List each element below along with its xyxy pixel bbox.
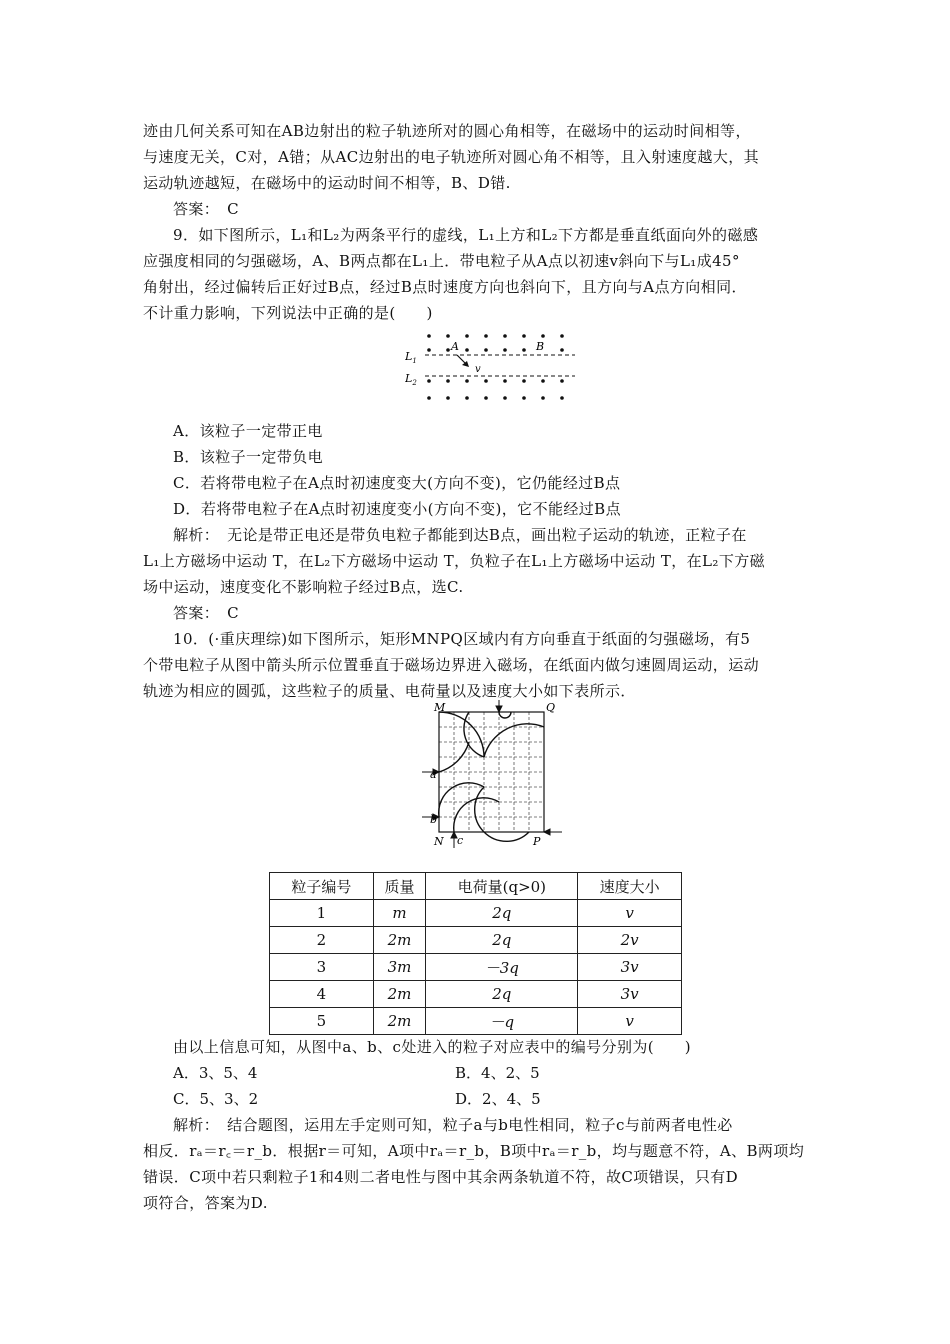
q9-stem-line-1: 9．如下图所示，L₁和L₂为两条平行的虚线，L₁上方和L₂下方都是垂直纸面向外的磁感 xyxy=(173,226,759,244)
q10-figure xyxy=(410,700,580,850)
q10-option-d: D．2、4、5 xyxy=(455,1090,541,1108)
table-row xyxy=(270,927,682,954)
table-header: 速度大小 xyxy=(578,873,682,900)
q9-option-c: C．若将带电粒子在A点时初速度变大(方向不变)，它仍能经过B点 xyxy=(173,474,621,492)
q9-stem-line-2: 应强度相同的匀强磁场，A、B两点都在L₁上．带电粒子从A点以初速v斜向下与L₁成45° xyxy=(143,252,740,270)
table-cell: m xyxy=(373,900,426,927)
table-row xyxy=(270,981,682,1008)
label-a: a xyxy=(430,768,437,781)
q9-analysis-line-2: L₁上方磁场中运动 T，在L₂下方磁场中运动 T，负粒子在L₁上方磁场中运动 T，在L₂下方磁 xyxy=(143,552,766,570)
q10-option-c: C．5、3、2 xyxy=(173,1090,259,1108)
q10-option-b: B．4、2、5 xyxy=(455,1064,540,1082)
prev-analysis-line-3: 运动轨迹越短，在磁场中的运动时间不相等，B、D错. xyxy=(143,174,511,192)
table-cell: －3q xyxy=(426,954,578,981)
q10-analysis-line-2: 相反．rₐ＝r꜀＝r_b．根据r＝可知，A项中rₐ＝r_b，B项中rₐ＝r_b，均与题意不符，A、B两项均 xyxy=(143,1142,805,1160)
table-header: 质量 xyxy=(373,873,426,900)
q9-option-b: B．该粒子一定带负电 xyxy=(173,448,324,466)
q10-stem-line-2: 个带电粒子从图中箭头所示位置垂直于磁场边界进入磁场，在纸面内做匀速圆周运动，运动 xyxy=(143,656,760,674)
table-row xyxy=(270,954,682,981)
table-cell: 2m xyxy=(373,981,426,1008)
table-cell: 3v xyxy=(578,954,682,981)
label-v: v xyxy=(475,364,481,375)
prev-answer: 答案： C xyxy=(173,200,239,218)
table-cell: 2v xyxy=(578,927,682,954)
prev-analysis-line-1: 迹由几何关系可知在AB边射出的粒子轨迹所对的圆心角相等，在磁场中的运动时间相等， xyxy=(143,122,751,140)
q10-analysis-line-1: 解析： 结合题图，运用左手定则可知，粒子a与b电性相同，粒子c与前两者电性必 xyxy=(173,1116,733,1134)
table-cell: 2q xyxy=(426,927,578,954)
q10-question: 由以上信息可知，从图中a、b、c处进入的粒子对应表中的编号分别为( ) xyxy=(173,1038,692,1056)
q10-analysis-line-4: 项符合，答案为D. xyxy=(143,1194,268,1212)
entry-arrows-icon xyxy=(422,700,562,848)
table-cell: 3m xyxy=(373,954,426,981)
q10-analysis-line-3: 错误．C项中若只剩粒子1和4则二者电性与图中其余两条轨道不符，故C项错误，只有D xyxy=(143,1168,739,1186)
table-header-row xyxy=(270,873,682,900)
table-row xyxy=(270,900,682,927)
label-L1: $L_1$ xyxy=(405,350,417,365)
particle-table xyxy=(269,872,682,1035)
table-cell: 2 xyxy=(270,927,374,954)
q9-stem-line-4: 不计重力影响，下列说法中正确的是( ) xyxy=(143,304,433,322)
label-Q: Q xyxy=(546,701,556,714)
table-cell: v xyxy=(578,1008,682,1035)
q9-option-d: D．若将带电粒子在A点时初速度变小(方向不变)，它不能经过B点 xyxy=(173,500,621,518)
label-P: P xyxy=(533,835,541,848)
table-cell: －q xyxy=(426,1008,578,1035)
q9-analysis-line-3: 场中运动，速度变化不影响粒子经过B点，选C. xyxy=(143,578,464,596)
table-cell: 2m xyxy=(373,927,426,954)
table-cell: 2m xyxy=(373,1008,426,1035)
magnetic-field-dots-bottom xyxy=(427,379,564,400)
label-L2: $L_2$ xyxy=(405,372,417,387)
table-cell: 2q xyxy=(426,981,578,1008)
table-header: 粒子编号 xyxy=(270,873,374,900)
table-cell: 5 xyxy=(270,1008,374,1035)
table-cell: 1 xyxy=(270,900,374,927)
table-cell: 3 xyxy=(270,954,374,981)
table-cell: 2q xyxy=(426,900,578,927)
q10-stem-line-1: 10．(·重庆理综)如下图所示，矩形MNPQ区域内有方向垂直于纸面的匀强磁场，有5 xyxy=(173,630,751,648)
label-c: c xyxy=(457,834,464,847)
table-cell: v xyxy=(578,900,682,927)
table-cell: 3v xyxy=(578,981,682,1008)
q10-stem-line-3: 轨迹为相应的圆弧，这些粒子的质量、电荷量以及速度大小如下表所示． xyxy=(143,682,636,700)
q9-stem-line-3: 角射出，经过偏转后正好过B点，经过B点时速度方向也斜向下，且方向与A点方向相同． xyxy=(143,278,747,296)
velocity-arrow-icon xyxy=(457,355,469,367)
label-b: b xyxy=(430,813,438,826)
q10-option-a: A．3、5、4 xyxy=(173,1064,258,1082)
label-M: M xyxy=(434,701,446,714)
q9-answer: 答案： C xyxy=(173,604,239,622)
prev-analysis-line-2: 与速度无关，C对，A错；从AC边射出的电子轨迹所对圆心角不相等，且入射速度越大，其 xyxy=(143,148,760,166)
table-row xyxy=(270,1008,682,1035)
trajectory-arcs xyxy=(439,712,544,841)
q9-option-a: A．该粒子一定带正电 xyxy=(173,422,323,440)
table-cell: 4 xyxy=(270,981,374,1008)
q9-figure xyxy=(405,328,580,408)
q9-analysis-line-1: 解析： 无论是带正电还是带负电粒子都能到达B点，画出粒子运动的轨迹，正粒子在 xyxy=(173,526,747,544)
grid-lines xyxy=(439,712,544,832)
label-B: B xyxy=(536,340,545,353)
table-header: 电荷量(q>0) xyxy=(426,873,578,900)
label-N: N xyxy=(434,835,444,848)
label-A: A xyxy=(451,340,459,353)
